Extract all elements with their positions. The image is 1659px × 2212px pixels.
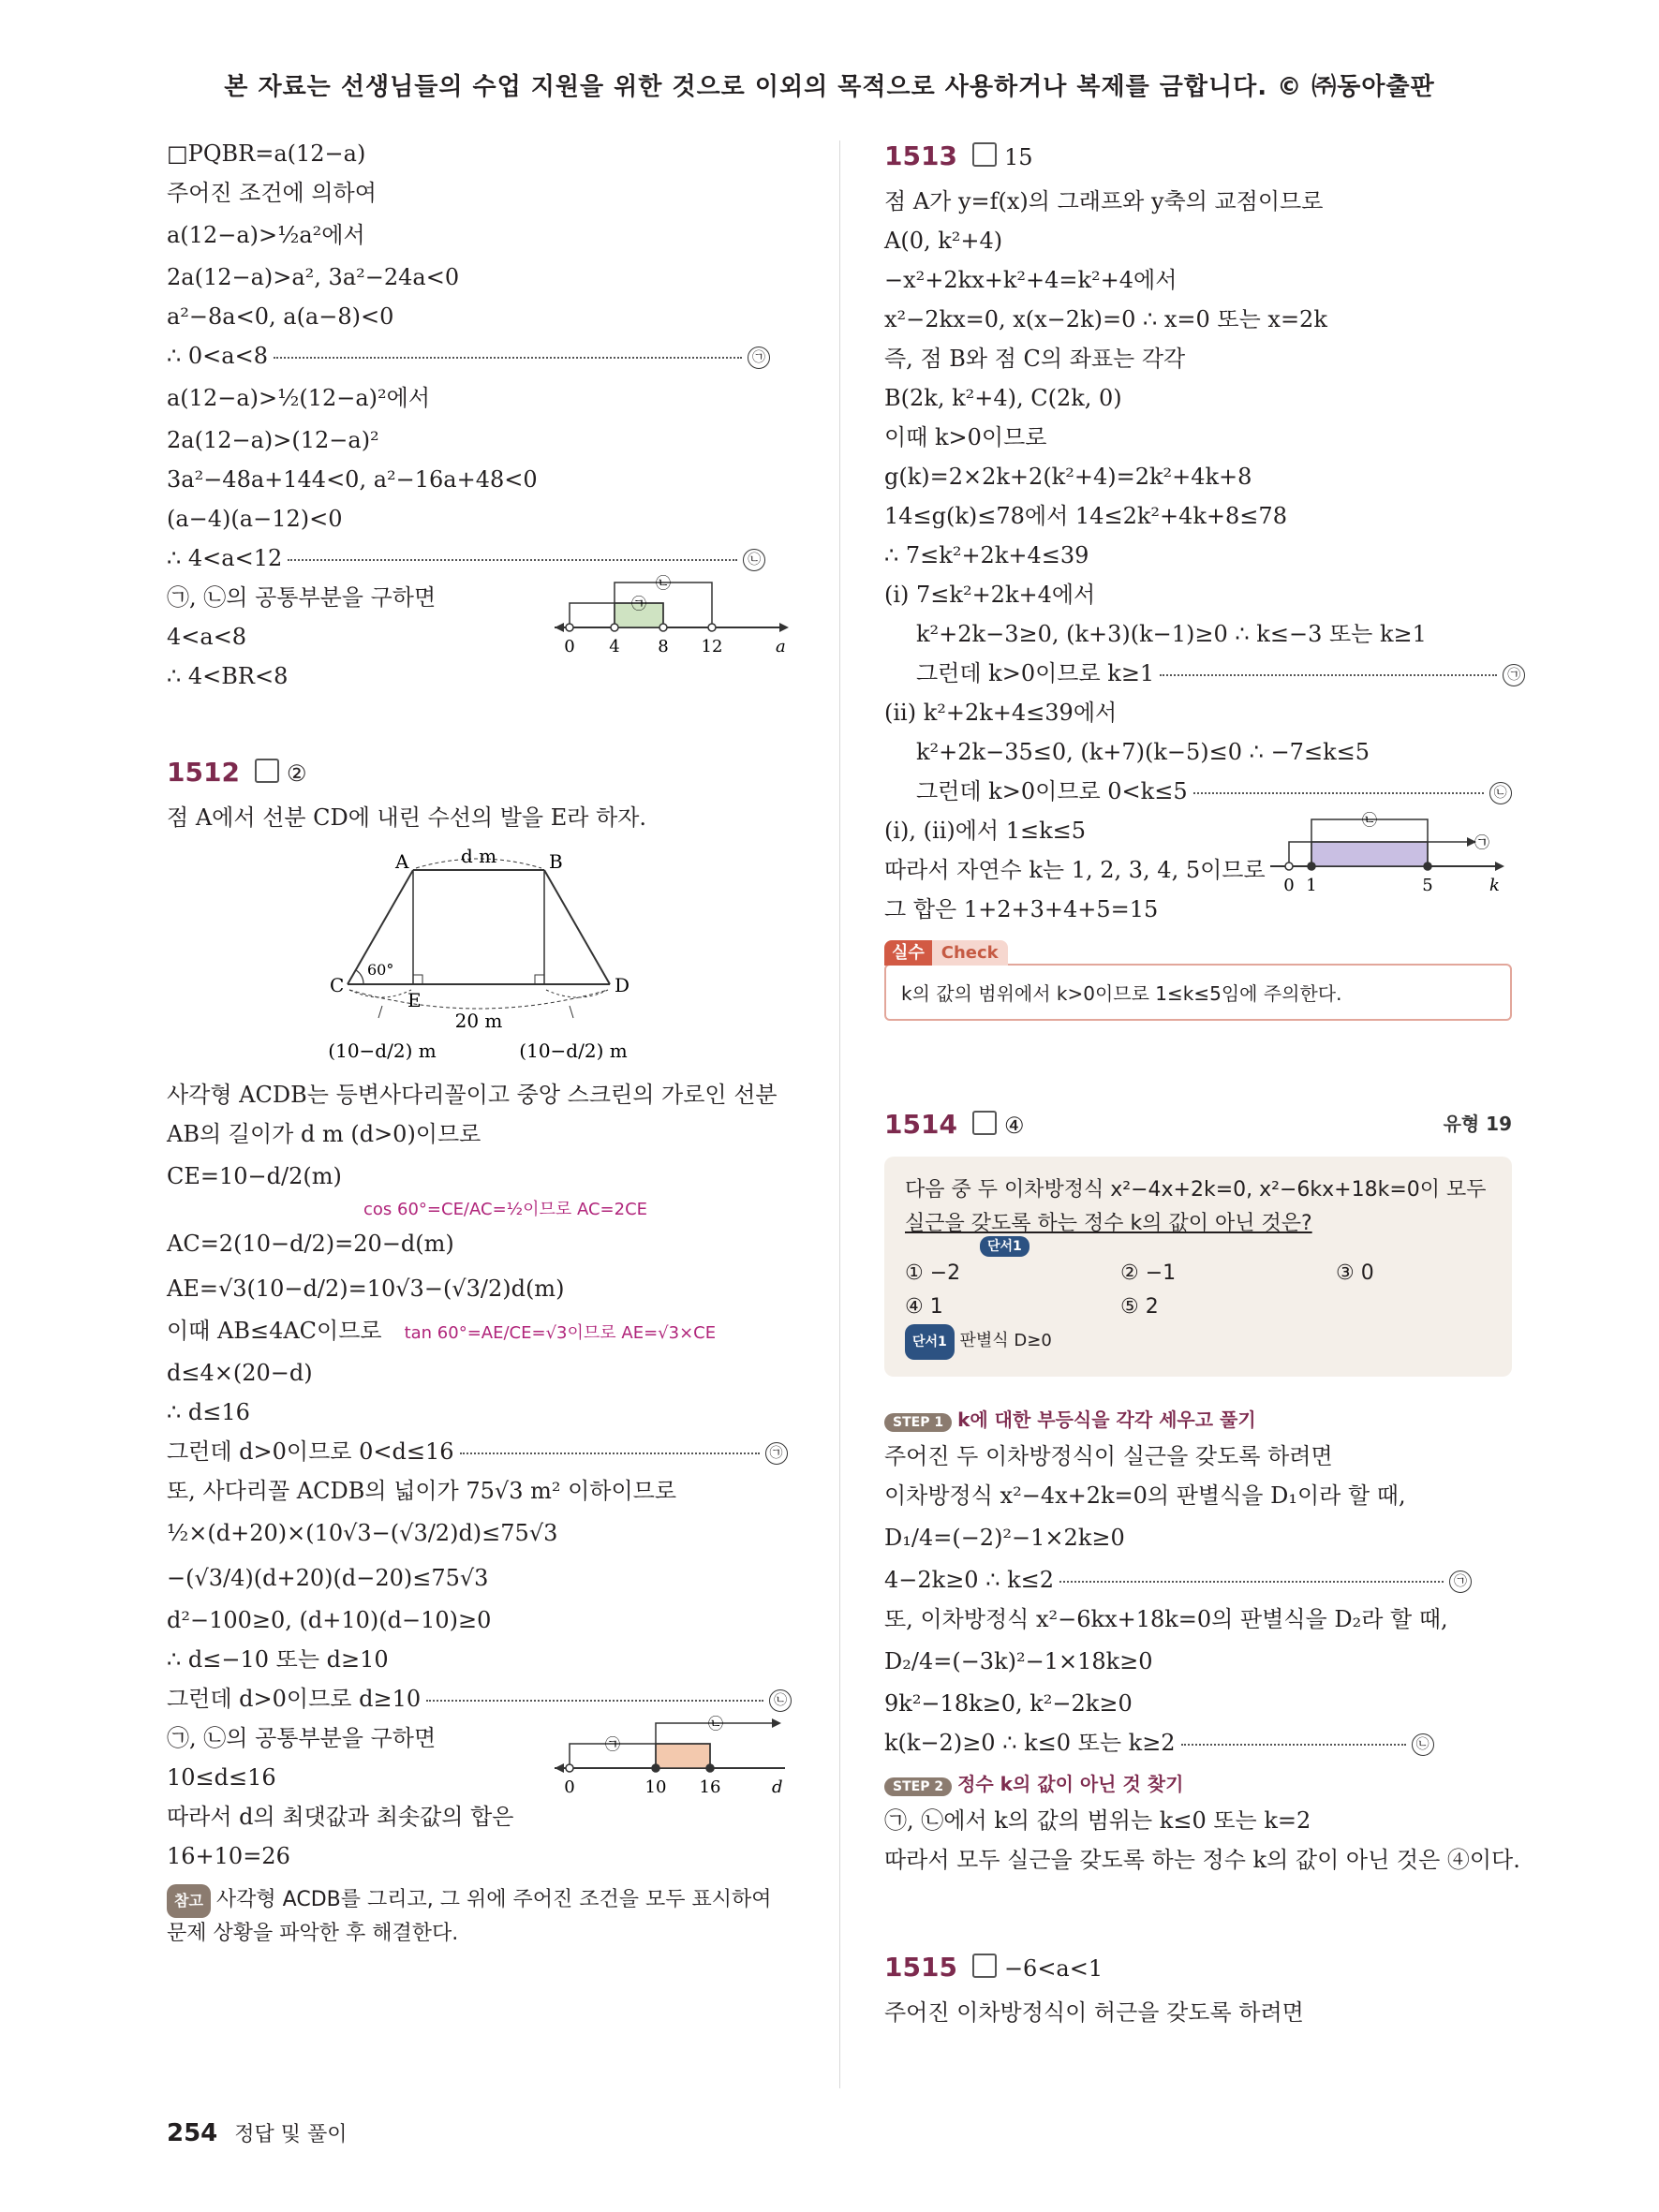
trapezoid-figure: [167, 844, 794, 1069]
mistake-check-tag: 실수 Check: [884, 939, 1008, 964]
vertex-label: C: [330, 974, 345, 996]
line: −x²+2kx+k²+4=k²+4에서: [884, 267, 1178, 293]
line: 점 A에서 선분 CD에 내린 수선의 발을 E라 하자.: [167, 804, 647, 831]
axis-var: a: [776, 637, 786, 656]
choice: ① −2: [905, 1261, 961, 1285]
mark-1: ㉠: [1503, 664, 1525, 686]
footer-label: 정답 및 풀이: [234, 2123, 348, 2146]
line: x²−2kx=0, x(x−2k)=0 ∴ x=0 또는 x=2k: [884, 306, 1327, 332]
line: d²−100≥0, (d+10)(d−10)≥0: [167, 1607, 492, 1633]
line: 14≤g(k)≤78에서 14≤2k²+4k+8≤78: [884, 503, 1287, 529]
number-line-d: [551, 1706, 794, 1800]
line: AE=√3(10−d/2)=10√3−(√3/2)d(m): [167, 1276, 565, 1302]
tick-label: 0: [564, 637, 575, 656]
hint-tag: 단서1: [905, 1324, 955, 1360]
angle-label: 60°: [367, 961, 394, 979]
line: ㉠, ㉡에서 k의 값의 범위는 k≤0 또는 k=2: [884, 1807, 1311, 1834]
axis-var: d: [772, 1777, 783, 1797]
line: ∴ 7≤k²+2k+4≤39: [884, 542, 1089, 568]
note-tag: 참고: [167, 1884, 211, 1918]
tick-label: 12: [701, 637, 723, 656]
line: D₂/4=(−3k)²−1×18k≥0: [884, 1648, 1153, 1674]
problem-1515-header: 1515 −6<a<1: [884, 1952, 1104, 1983]
tan-annotation: tan 60°=AE/CE=√3이므로 AE=√3×CE: [404, 1323, 717, 1343]
line: 4<a<8: [167, 624, 247, 650]
choice: ④ 1: [905, 1295, 943, 1319]
line: ∴ d≤16: [167, 1399, 250, 1425]
column-divider: [839, 140, 840, 2088]
step-1-title: STEP 1 k에 대한 부등식을 각각 세우고 풀기: [884, 1405, 1512, 1432]
mistake-check-box: k의 값의 범위에서 k>0이므로 1≤k≤5임에 주의한다.: [884, 964, 1512, 1021]
line: 주어진 조건에 의하여: [167, 180, 377, 206]
mark-2: ㉡: [1412, 1733, 1434, 1756]
problem-1514-box: 다음 중 두 이차방정식 x²−4x+2k=0, x²−6kx+18k=0이 모두 실근을 갖도록 하는 정수 k의 값이 아닌 것은? 단서1 ① −2 ② −1 ③ 0 ④ 1 ⑤ 2 단서1 판별식 D≥0: [884, 1157, 1512, 1377]
line: a(12−a)>½a²에서: [167, 222, 365, 248]
line: 점 A가 y=f(x)의 그래프와 y축의 교점이므로: [884, 188, 1324, 214]
mark-1: ㉠: [765, 1442, 788, 1465]
number-line-k: [1266, 804, 1512, 898]
line-marked: 그런데 d>0이므로 0<d≤16 ㉠: [167, 1438, 794, 1465]
mark-1: ㉠: [1449, 1571, 1472, 1593]
line: □PQBR=a(12−a): [167, 140, 366, 167]
line-marked: 그런데 d>0이므로 d≥10 ㉡: [167, 1686, 794, 1712]
problem-1514-header: 1514 ④ 유형 19: [884, 1109, 1512, 1140]
line-marked: 그런데 k>0이므로 0<k≤5 ㉡: [884, 778, 1512, 804]
bottom-length: 20 m: [454, 1010, 503, 1032]
problem-1513-header: 1513 15: [884, 140, 1033, 171]
mark-2: ㉡: [1489, 782, 1512, 804]
line: 3a²−48a+144<0, a²−16a+48<0: [167, 466, 538, 493]
line-annotated: 이때 AB≤4AC이므로 tan 60°=AE/CE=√3이므로 AE=√3×CE: [167, 1318, 717, 1344]
tick-label: 0: [564, 1777, 575, 1797]
line: ∴ 4<BR<8: [167, 663, 289, 689]
line: 16+10=26: [167, 1843, 290, 1869]
mark-label: ㉡: [1361, 811, 1378, 829]
type-tag: 유형 19: [1443, 1113, 1512, 1135]
line: ½×(d+20)×(10√3−(√3/2)d)≤75√3: [167, 1520, 558, 1546]
line: 9k²−18k≥0, k²−2k≥0: [884, 1690, 1133, 1717]
line: 따라서 모두 실근을 갖도록 하는 정수 k의 값이 아닌 것은 ④이다.: [884, 1847, 1520, 1873]
vertex-label: D: [615, 974, 630, 996]
mark-2: ㉡: [769, 1689, 792, 1712]
line: g(k)=2×2k+2(k²+4)=2k²+4k+8: [884, 464, 1252, 490]
line: (i), (ii)에서 1≤k≤5: [884, 818, 1087, 844]
right-column: [884, 140, 1521, 2039]
line: 이때 k>0이므로: [884, 424, 1047, 450]
tick-label: 5: [1422, 876, 1433, 895]
line: 사각형 ACDB는 등변사다리꼴이고 중앙 스크린의 가로인 선분: [167, 1082, 778, 1108]
cos-annotation: cos 60°=CE/AC=½이므로 AC=2CE: [363, 1200, 648, 1219]
line: (a−4)(a−12)<0: [167, 506, 343, 532]
line: 이차방정식 x²−4x+2k=0의 판별식을 D₁이라 할 때,: [884, 1482, 1406, 1509]
segment-label: (10−d/2) m: [519, 1040, 628, 1062]
line: D₁/4=(−2)²−1×2k≥0: [884, 1525, 1125, 1551]
line: ㉠, ㉡의 공통부분을 구하면: [167, 584, 437, 611]
line: 또, 사다리꼴 ACDB의 넓이가 75√3 m² 이하이므로: [167, 1478, 677, 1504]
hint-tag: 단서1: [980, 1236, 1029, 1257]
answer-icon: [972, 142, 997, 167]
mark-label: ㉠: [1474, 833, 1490, 851]
answer-icon: [972, 1954, 997, 1978]
line: 2a(12−a)>(12−a)²: [167, 427, 379, 453]
mark-label: ㉡: [655, 574, 672, 592]
tick-label: 0: [1283, 876, 1295, 895]
line: CE=10−d/2(m): [167, 1163, 342, 1189]
copyright-notice: 본 자료는 선생님들의 수업 지원을 위한 것으로 이외의 목적으로 사용하거나 복제를 금합니다. © ㈜동아출판: [224, 73, 1435, 101]
vertex-label: A: [395, 850, 409, 873]
answer-icon: [255, 759, 279, 783]
line: 그 합은 1+2+3+4+5=15: [884, 896, 1159, 922]
vertex-label: B: [549, 850, 563, 873]
line: ∴ d≤−10 또는 d≥10: [167, 1646, 389, 1673]
page-number: 254: [167, 2119, 218, 2147]
line: 즉, 점 B와 점 C의 좌표는 각각: [884, 346, 1186, 372]
line: 주어진 이차방정식이 허근을 갖도록 하려면: [884, 1999, 1304, 2026]
number-line-a: [551, 566, 794, 659]
axis-var: k: [1489, 876, 1500, 895]
line: 주어진 두 이차방정식이 실근을 갖도록 하려면: [884, 1443, 1333, 1469]
tick-label: 8: [658, 637, 669, 656]
line-marked: ∴ 4<a<12 ㉡: [167, 545, 794, 571]
mark-label: ㉠: [630, 595, 647, 612]
choice: ② −1: [1120, 1261, 1177, 1285]
line: AC=2(10−d/2)=20−d(m): [167, 1231, 454, 1257]
answer-icon: [972, 1111, 997, 1135]
line: −(√3/4)(d+20)(d−20)≤75√3: [167, 1565, 489, 1591]
line-marked: 4−2k≥0 ∴ k≤2 ㉠: [884, 1567, 1512, 1593]
tick-label: 16: [699, 1777, 721, 1797]
line: a²−8a<0, a(a−8)<0: [167, 303, 394, 330]
tick-label: 1: [1306, 876, 1317, 895]
line: B(2k, k²+4), C(2k, 0): [884, 385, 1122, 411]
line: k²+2k−35≤0, (k+7)(k−5)≤0 ∴ −7≤k≤5: [916, 739, 1370, 765]
line: a(12−a)>½(12−a)²에서: [167, 385, 431, 411]
segment-label: (10−d/2) m: [328, 1040, 437, 1062]
line: k²+2k−3≥0, (k+3)(k−1)≥0 ∴ k≤−3 또는 k≥1: [916, 621, 1427, 647]
mark-label: ㉡: [707, 1715, 724, 1733]
line-marked: ∴ 0<a<8 ㉠: [167, 343, 794, 369]
line: A(0, k²+4): [884, 228, 1003, 254]
line: (ii) k²+2k+4≤39에서: [884, 700, 1118, 726]
vertex-label: E: [407, 989, 422, 1011]
line: 10≤d≤16: [167, 1764, 276, 1791]
line: ㉠, ㉡의 공통부분을 구하면: [167, 1725, 437, 1751]
line: 2a(12−a)>a², 3a²−24a<0: [167, 264, 460, 290]
tick-label: 10: [644, 1777, 667, 1797]
line: 따라서 자연수 k는 1, 2, 3, 4, 5이므로: [884, 857, 1266, 883]
mark-1: ㉠: [748, 347, 770, 369]
line: 또, 이차방정식 x²−6kx+18k=0의 판별식을 D₂라 할 때,: [884, 1606, 1448, 1632]
line: AB의 길이가 d m (d>0)이므로: [167, 1121, 481, 1147]
line: d≤4×(20−d): [167, 1360, 313, 1386]
mark-2: ㉡: [743, 549, 765, 571]
choice: ③ 0: [1336, 1261, 1374, 1285]
page-footer: [167, 2118, 348, 2147]
problem-1512-header: 1512 ②: [167, 757, 307, 788]
hint-text: 판별식 D≥0: [959, 1331, 1052, 1350]
left-column: [167, 140, 794, 1950]
top-length: d m: [460, 845, 497, 867]
line: (i) 7≤k²+2k+4에서: [884, 582, 1096, 608]
line-marked: k(k−2)≥0 ∴ k≤0 또는 k≥2 ㉡: [884, 1730, 1512, 1756]
reference-note: 참고 사각형 ACDB를 그리고, 그 위에 주어진 조건을 모두 표시하여 문제 상황을 파악한 후 해결한다.: [167, 1884, 785, 1950]
mark-label: ㉠: [604, 1735, 621, 1753]
line: 따라서 d의 최댓값과 최솟값의 합은: [167, 1804, 514, 1830]
line-marked: 그런데 k>0이므로 k≥1 ㉠: [884, 660, 1512, 686]
tick-label: 4: [609, 637, 620, 656]
choice: ⑤ 2: [1120, 1295, 1159, 1319]
step-2-title: STEP 2 정수 k의 값이 아닌 것 찾기: [884, 1769, 1512, 1796]
